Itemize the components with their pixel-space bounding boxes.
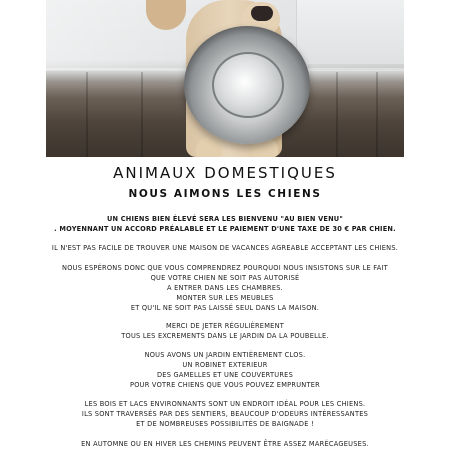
paragraph-line: EN AUTOMNE OU EN HIVER LES CHEMINS PEUVENT ÊTRE ASSEZ MARÉCAGEUSES. — [81, 440, 369, 448]
paragraph-line: QUE VOTRE CHIEN NE SOIT PAS AUTORISÉ — [150, 274, 300, 282]
page-title: ANIMAUX DOMESTIQUES — [113, 164, 337, 182]
paragraph-line: NOUS AVONS UN JARDIN ENTIÈREMENT CLOS. — [144, 351, 306, 359]
floor-plank — [336, 72, 338, 157]
kitchen-cabinet — [296, 0, 404, 64]
floor-plank — [141, 72, 143, 157]
paragraph-line: DES GAMELLES ET UNE COUVERTURES — [156, 371, 294, 379]
paragraph-line: ILS SONT TRAVERSÉS PAR DES SENTIERS, BEAUCOUP D'ODEURS INTÉRESSANTES — [81, 410, 369, 418]
dog-nose — [251, 6, 273, 21]
paragraph-line: A ENTRER DANS LES CHAMBRES. — [166, 284, 284, 292]
intro-line: UN CHIENS BIEN ÉLEVÉ SERA LES BIENVENU "AU BIEN VENU" — [106, 215, 343, 223]
dog-with-bowl-photo — [46, 0, 404, 157]
paragraph-line: IL N'EST PAS FACILE DE TROUVER UNE MAISON DE VACANCES AGREABLE ACCEPTANT LES CHIENS. — [51, 244, 399, 252]
metal-bowl-inside — [212, 52, 284, 118]
floor-plank — [376, 72, 378, 157]
paragraph-line: POUR VOTRE CHIENS QUE VOUS POUVEZ EMPRUNTER — [130, 381, 320, 389]
paragraph-line: NOUS ESPÉRONS DONC QUE VOUS COMPRENDREZ POURQUOI NOUS INSISTONS SUR LE FAIT — [62, 264, 388, 272]
paragraph-line: ET DE NOMBREUSES POSSIBILITÉS DE BAIGNADE ! — [136, 420, 314, 428]
paragraph-line: MERCI DE JETER RÉGULIÈREMENT — [165, 322, 285, 330]
floor-plank — [86, 72, 88, 157]
paragraph-line: MONTER SUR LES MEUBLES — [176, 294, 274, 302]
paragraph-line: UN ROBINET EXTERIEUR — [182, 361, 268, 369]
dog-paw — [196, 138, 222, 157]
paragraph-line: ET QU'IL NE SOIT PAS LAISSÉ SEUL DANS LA MAISON. — [130, 304, 320, 312]
intro-line: . MOYENNANT UN ACCORD PRÉALABLE ET LE PAIEMENT D'UNE TAXE DE 30 € PAR CHIEN. — [54, 225, 396, 233]
page-subtitle: NOUS AIMONS LES CHIENS — [128, 188, 322, 200]
paragraph-line: TOUS LES EXCREMENTS DANS LE JARDIN DA LA POUBELLE. — [121, 332, 329, 340]
paragraph-line: LES BOIS ET LACS ENVIRONNANTS SONT UN ENDROIT IDÉAL POUR LES CHIENS. — [84, 400, 366, 408]
